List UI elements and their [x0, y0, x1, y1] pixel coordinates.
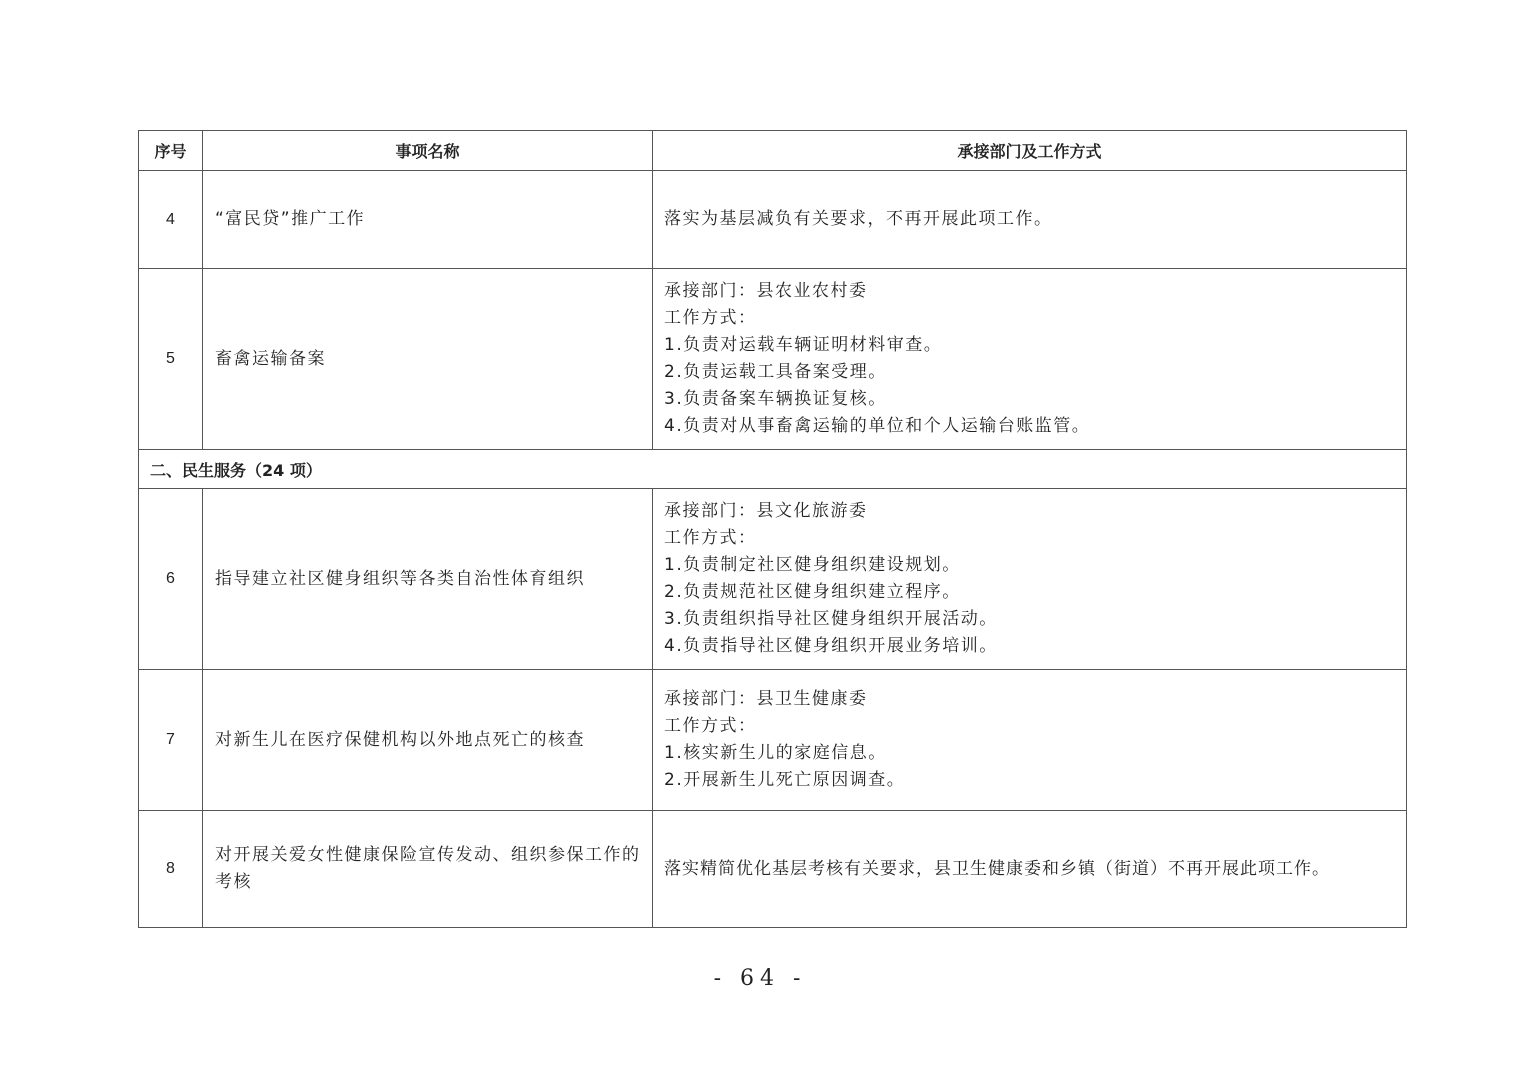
dept-line: 承接部门：县文化旅游委 [664, 501, 868, 521]
row-name: 指导建立社区健身组织等各类自治性体育组织 [203, 489, 653, 670]
section-row [139, 450, 1407, 489]
dept-line: 2.开展新生儿死亡原因调查。 [664, 770, 906, 790]
row-name: 对开展关爱女性健康保险宣传发动、组织参保工作的考核 [203, 811, 653, 928]
dept-line: 1.负责制定社区健身组织建设规划。 [664, 555, 961, 575]
row-name: 对新生儿在医疗保健机构以外地点死亡的核查 [203, 670, 653, 811]
dept-line: 4.负责指导社区健身组织开展业务培训。 [664, 636, 998, 656]
row-dept [653, 489, 1407, 670]
dept-line: 工作方式： [664, 528, 757, 548]
row-num: 8 [139, 811, 203, 928]
header-num: 序号 [139, 131, 203, 171]
row-dept [653, 670, 1407, 811]
dept-line: 落实为基层减负有关要求，不再开展此项工作。 [664, 209, 1053, 229]
table-row [139, 489, 1407, 670]
table-row [139, 811, 1407, 928]
header-dept: 承接部门及工作方式 [653, 131, 1407, 171]
dept-line: 1.负责对运载车辆证明材料审查。 [664, 335, 943, 355]
row-name: 畜禽运输备案 [203, 269, 653, 450]
row-name: “富民贷”推广工作 [203, 171, 653, 269]
dept-line: 2.负责运载工具备案受理。 [664, 362, 887, 382]
dept-line: 3.负责组织指导社区健身组织开展活动。 [664, 609, 998, 629]
dept-line: 2.负责规范社区健身组织建立程序。 [664, 582, 961, 602]
dept-line: 3.负责备案车辆换证复核。 [664, 389, 887, 409]
table-row [139, 269, 1407, 450]
row-num: 5 [139, 269, 203, 450]
row-num: 7 [139, 670, 203, 811]
table-row [139, 670, 1407, 811]
page-number: - 64 - [713, 966, 807, 991]
dept-line: 4.负责对从事畜禽运输的单位和个人运输台账监管。 [664, 416, 1091, 436]
dept-line: 1.核实新生儿的家庭信息。 [664, 743, 887, 763]
table-row [139, 171, 1407, 269]
row-dept [653, 171, 1407, 269]
section-title: 二、民生服务（24 项） [139, 450, 1407, 489]
dept-line: 工作方式： [664, 716, 757, 736]
row-dept [653, 269, 1407, 450]
dept-line: 承接部门：县农业农村委 [664, 281, 868, 301]
row-num: 6 [139, 489, 203, 670]
table-header-row [139, 131, 1407, 171]
header-name: 事项名称 [203, 131, 653, 171]
row-num: 4 [139, 171, 203, 269]
dept-line: 承接部门：县卫生健康委 [664, 689, 868, 709]
dept-line: 落实精简优化基层考核有关要求，县卫生健康委和乡镇（街道）不再开展此项工作。 [664, 858, 1330, 879]
dept-line: 工作方式： [664, 308, 757, 328]
row-dept [653, 811, 1407, 928]
item-table [138, 130, 1407, 928]
